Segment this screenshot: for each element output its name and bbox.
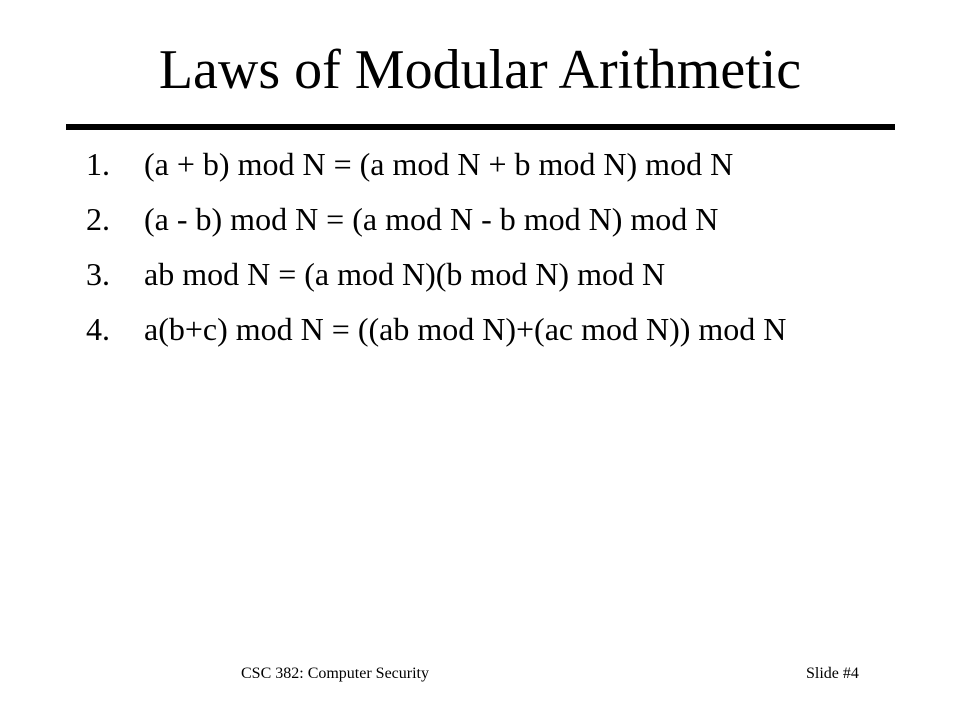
law-number: 1. bbox=[86, 146, 110, 182]
footer-course-title: CSC 382: Computer Security bbox=[241, 665, 429, 682]
law-number: 3. bbox=[86, 256, 110, 292]
law-text: ab mod N = (a mod N)(b mod N) mod N bbox=[144, 256, 666, 292]
law-number: 4. bbox=[86, 311, 110, 347]
law-text: (a + b) mod N = (a mod N + b mod N) mod N bbox=[144, 146, 734, 182]
law-number: 2. bbox=[86, 201, 110, 237]
title-underline bbox=[66, 124, 895, 130]
footer-slide-number: Slide #4 bbox=[806, 665, 859, 682]
law-text: (a - b) mod N = (a mod N - b mod N) mod N bbox=[144, 201, 719, 237]
slide-title: Laws of Modular Arithmetic bbox=[158, 39, 802, 101]
law-text: a(b+c) mod N = ((ab mod N)+(ac mod N)) mod N bbox=[144, 311, 787, 347]
